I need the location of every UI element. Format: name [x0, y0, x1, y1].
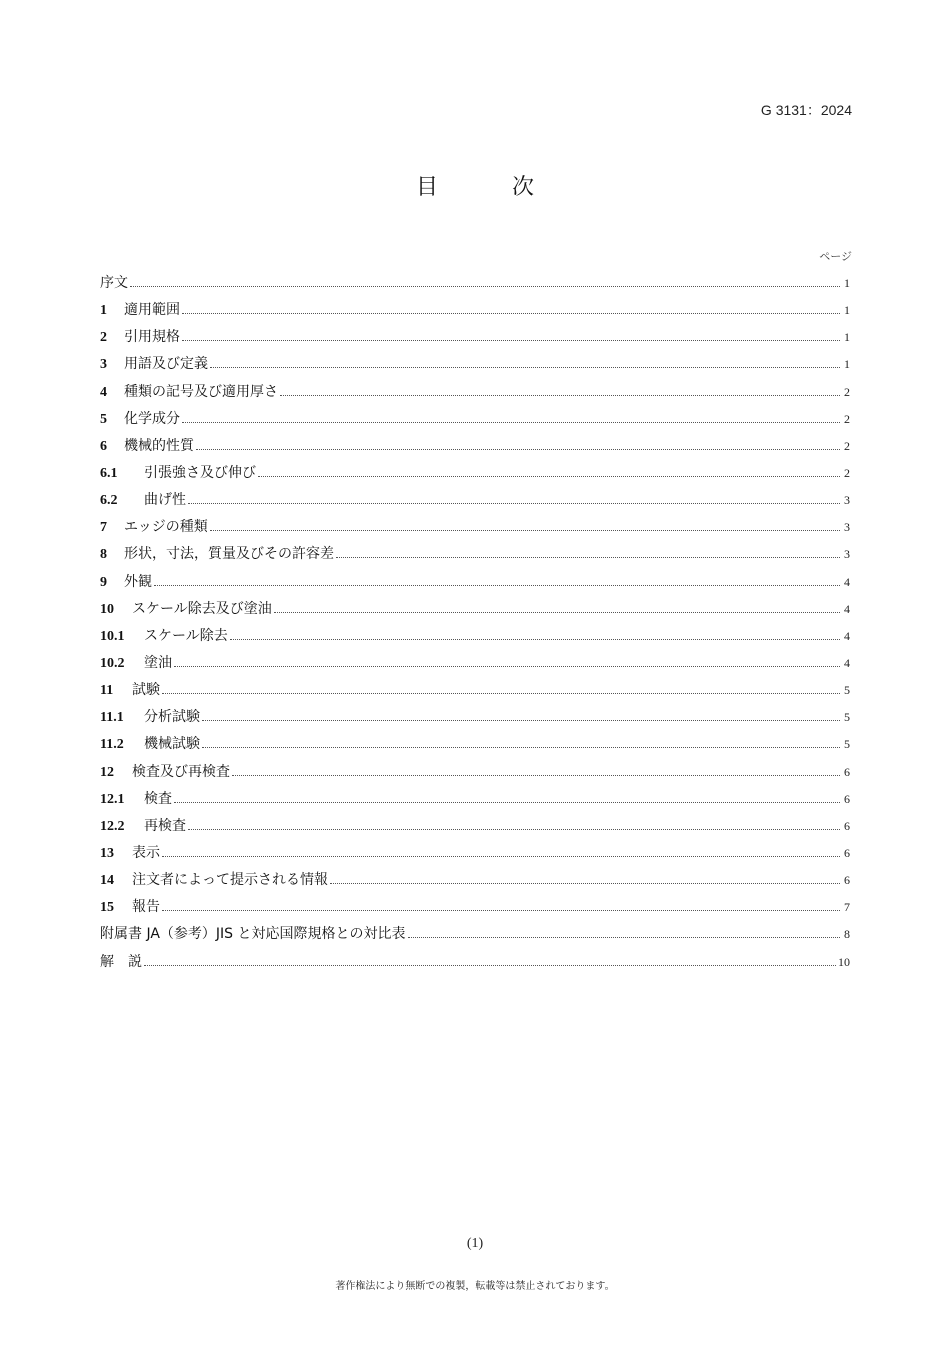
toc-entry-number: 8 — [100, 547, 107, 563]
toc-entry-page: 3 — [844, 547, 850, 562]
dot-leader — [182, 313, 840, 314]
toc-entry-page: 6 — [844, 873, 850, 888]
toc-entry-number: 10.2 — [100, 655, 125, 671]
toc-entry-number: 3 — [100, 357, 107, 373]
toc-entry-page: 4 — [844, 574, 850, 589]
toc-entry-label: 分析試験 — [144, 709, 200, 726]
toc-entry-number: 15 — [100, 900, 114, 916]
toc-entry-label: スケール除去及び塗油 — [132, 600, 272, 617]
toc-entry-label: 曲げ性 — [144, 492, 186, 509]
toc-entry-label: 附属書 JA（参考）JIS と対応国際規格との対比表 — [100, 926, 406, 943]
toc-entry-label: 試験 — [132, 682, 160, 699]
toc-entry-page: 1 — [844, 303, 850, 318]
toc-entry[interactable] — [100, 569, 850, 596]
toc-entry-page: 1 — [844, 330, 850, 345]
toc-entry[interactable] — [100, 379, 850, 406]
toc-entry-label: スケール除去 — [144, 627, 228, 644]
toc-entry-number: 13 — [100, 845, 114, 861]
toc-entry-number: 14 — [100, 873, 114, 889]
toc-entry[interactable] — [100, 650, 850, 677]
toc-entry-page: 7 — [844, 900, 850, 915]
toc-entry[interactable] — [100, 460, 850, 487]
toc-entry-label: 報告 — [132, 899, 160, 916]
dot-leader — [182, 422, 840, 423]
toc-entry-page: 2 — [844, 411, 850, 426]
toc-entry-page: 1 — [844, 357, 850, 372]
toc-entry-number: 6.2 — [100, 493, 118, 509]
toc-entry-label: 種類の記号及び適用厚さ — [124, 383, 278, 400]
page-column-label: ページ — [819, 250, 852, 263]
toc-entry-number: 6 — [100, 438, 107, 454]
toc-entry-page: 6 — [844, 791, 850, 806]
dot-leader — [230, 639, 840, 640]
toc-entry-number: 1 — [100, 303, 107, 319]
toc-entry[interactable] — [100, 704, 850, 731]
dot-leader — [188, 503, 840, 504]
toc-entry-page: 10 — [838, 954, 850, 969]
toc-entry-number: 5 — [100, 411, 107, 427]
toc-entry-number: 10.1 — [100, 628, 125, 644]
toc-entry[interactable] — [100, 840, 850, 867]
toc-entry[interactable] — [100, 541, 850, 568]
toc-entry-label: 注文者によって提示される情報 — [132, 872, 328, 889]
dot-leader — [162, 910, 840, 911]
toc-entry-number: 11 — [100, 683, 114, 699]
toc-entry-page: 2 — [844, 438, 850, 453]
toc-entry[interactable] — [100, 351, 850, 378]
toc-entry-label: 検査 — [144, 790, 172, 807]
toc-entry-label: 用語及び定義 — [124, 356, 208, 373]
toc-entry-page: 4 — [844, 628, 850, 643]
toc-entry[interactable] — [100, 813, 850, 840]
toc-entry-label: 再検査 — [144, 817, 186, 834]
dot-leader — [280, 395, 840, 396]
page-title: 目 次 — [415, 175, 560, 200]
toc-entry[interactable] — [100, 487, 850, 514]
toc-entry-label: 形状，寸法，質量及びその許容差 — [124, 546, 334, 563]
document-id: G 3131：2024 — [760, 102, 852, 118]
toc-entry-page: 4 — [844, 655, 850, 670]
dot-leader — [188, 829, 840, 830]
toc-entry-page: 6 — [844, 764, 850, 779]
toc-entry-number: 4 — [100, 384, 107, 400]
toc-entry-label: 機械試験 — [144, 736, 200, 753]
toc-entry[interactable] — [100, 677, 850, 704]
toc-entry-page: 3 — [844, 493, 850, 508]
toc-entry-label: 引用規格 — [124, 329, 180, 346]
toc-entry-number: 12.2 — [100, 818, 125, 834]
toc-entry-number: 12.1 — [100, 791, 125, 807]
toc-entry-number: 9 — [100, 574, 107, 590]
dot-leader — [182, 340, 840, 341]
dot-leader — [130, 286, 840, 287]
dot-leader — [162, 856, 840, 857]
dot-leader — [196, 449, 840, 450]
toc-entry-label: 機械的性質 — [124, 437, 194, 454]
toc-entry-page: 2 — [844, 384, 850, 399]
dot-leader — [336, 557, 840, 558]
toc-entry-page: 6 — [844, 818, 850, 833]
dot-leader — [210, 367, 840, 368]
toc-entry[interactable] — [100, 406, 850, 433]
dot-leader — [408, 937, 840, 938]
toc-entry[interactable] — [100, 759, 850, 786]
toc-entry[interactable] — [100, 433, 850, 460]
toc-entry[interactable] — [100, 514, 850, 541]
toc-entry-label: エッジの種類 — [124, 519, 208, 536]
toc-entry-number: 10 — [100, 601, 114, 617]
dot-leader — [154, 585, 840, 586]
toc-entry[interactable] — [100, 867, 850, 894]
dot-leader — [202, 747, 840, 748]
toc-entry-label: 引張強さ及び伸び — [144, 464, 256, 481]
toc-entry-label: 塗油 — [144, 654, 172, 671]
toc-entry[interactable] — [100, 297, 850, 324]
toc-entry-page: 2 — [844, 465, 850, 480]
toc-entry[interactable] — [100, 324, 850, 351]
toc-entry[interactable] — [100, 270, 850, 297]
dot-leader — [258, 476, 840, 477]
toc-entry-number: 11.2 — [100, 737, 124, 753]
toc-entry[interactable] — [100, 894, 850, 921]
page-number: (1) — [466, 1236, 484, 1251]
dot-leader — [174, 666, 840, 667]
toc-entry-page: 5 — [844, 710, 850, 725]
toc-entry-number: 12 — [100, 764, 114, 780]
toc-entry-label: 表示 — [132, 844, 160, 861]
dot-leader — [144, 965, 836, 966]
toc-entry-label: 化学成分 — [124, 410, 180, 427]
toc-entry-number: 11.1 — [100, 710, 124, 726]
toc-entry-label: 序文 — [100, 275, 128, 291]
toc-entry-number: 7 — [100, 520, 107, 536]
dot-leader — [174, 802, 840, 803]
toc-entry[interactable] — [100, 921, 850, 948]
dot-leader — [210, 530, 840, 531]
toc-entry[interactable] — [100, 786, 850, 813]
toc-entry-label: 外観 — [124, 573, 152, 590]
copyright-notice: 著作権法により無断での複製，転載等は禁止されております。 — [335, 1281, 615, 1292]
toc-entry-page: 4 — [844, 601, 850, 616]
dot-leader — [162, 693, 840, 694]
toc-entry-label: 適用範囲 — [124, 302, 180, 319]
dot-leader — [202, 720, 840, 721]
toc-entry[interactable] — [100, 623, 850, 650]
toc-entry-page: 5 — [844, 683, 850, 698]
table-of-contents — [100, 270, 850, 976]
toc-entry[interactable] — [100, 596, 850, 623]
dot-leader — [330, 883, 840, 884]
toc-entry-label: 解 説 — [100, 953, 142, 970]
toc-entry[interactable] — [100, 731, 850, 758]
dot-leader — [274, 612, 840, 613]
toc-entry-page: 8 — [844, 927, 850, 942]
toc-entry[interactable] — [100, 949, 850, 976]
toc-entry-page: 1 — [844, 276, 850, 290]
toc-entry-page: 3 — [844, 520, 850, 535]
toc-entry-number: 2 — [100, 330, 107, 346]
toc-entry-page: 5 — [844, 737, 850, 752]
toc-entry-label: 検査及び再検査 — [132, 763, 230, 780]
toc-entry-page: 6 — [844, 845, 850, 860]
toc-entry-number: 6.1 — [100, 465, 118, 481]
dot-leader — [232, 775, 840, 776]
